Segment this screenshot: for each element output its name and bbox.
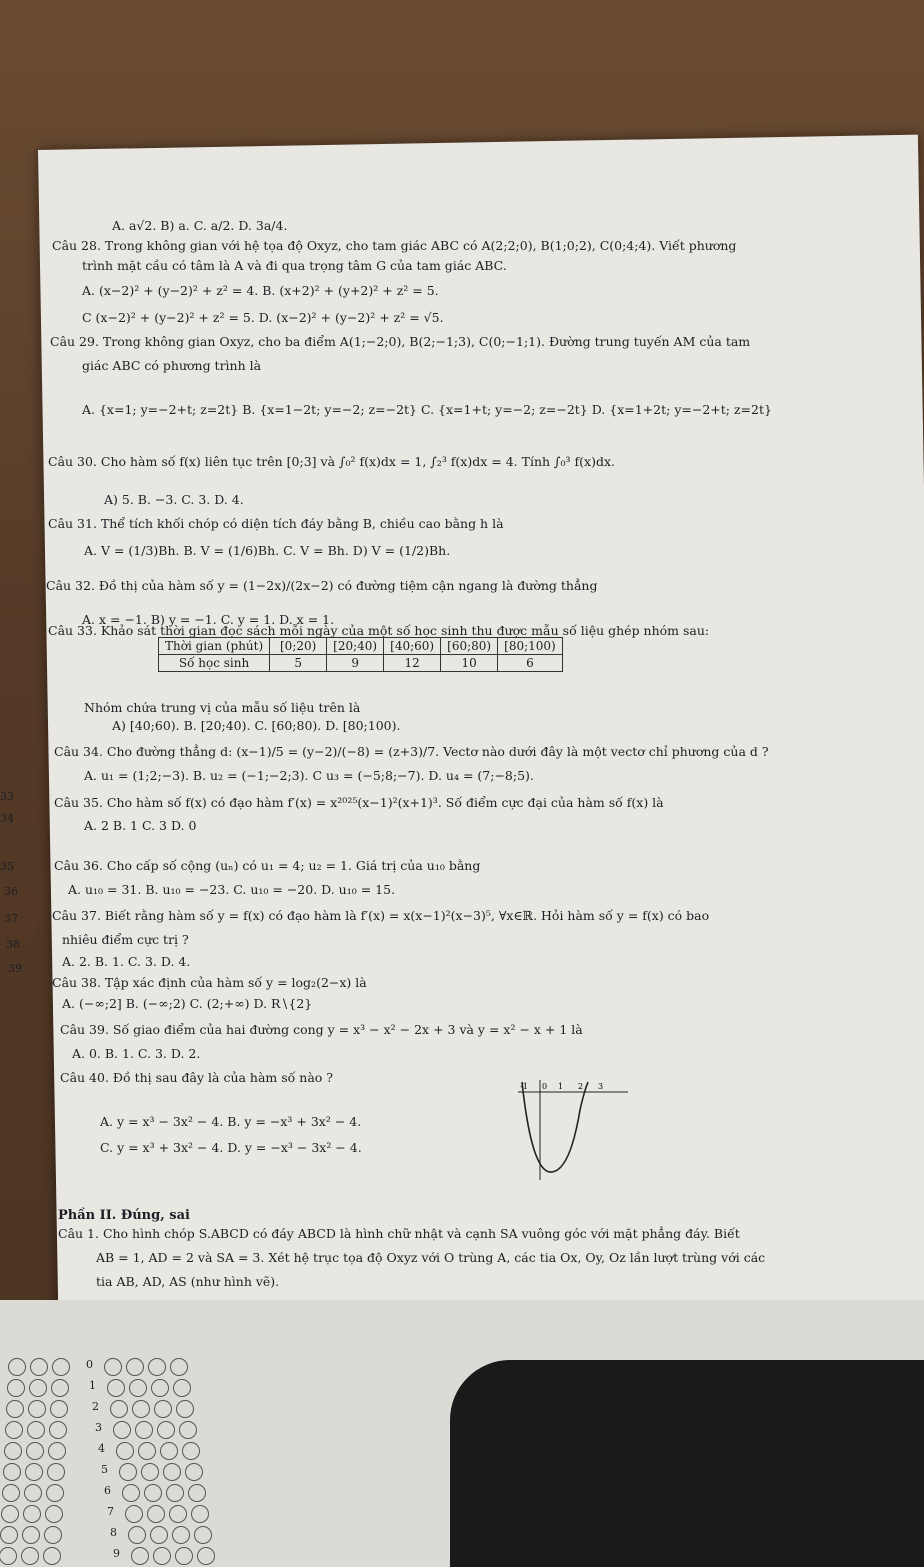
answer-bubble[interactable]: [104, 1358, 122, 1376]
table-cell: [0;20): [270, 638, 327, 655]
q40-options-ab: A. y = x³ − 3x² − 4. B. y = −x³ + 3x² − 4.: [100, 1114, 362, 1129]
answer-bubble[interactable]: [122, 1484, 140, 1502]
answer-bubble[interactable]: [52, 1358, 70, 1376]
q32-options: A. x = −1. B) y = −1. C. y = 1. D. x = 1.: [82, 612, 335, 627]
question-34: Câu 34. Cho đường thẳng d: (x−1)/5 = (y−2)/(−8) = (z+3)/7. Vectơ nào dưới đây là một vectơ chỉ phương của d ?: [54, 744, 769, 759]
answer-bubble[interactable]: [21, 1547, 39, 1565]
answer-bubble[interactable]: [22, 1526, 40, 1544]
table-cell: 5: [270, 655, 327, 672]
q29-options: A. {x=1; y=−2+t; z=2t} B. {x=1−2t; y=−2; z=−2t} C. {x=1+t; y=−2; z=−2t} D. {x=1+2t; y=−2+t; z=2t}: [82, 402, 772, 417]
margin-number: 37: [4, 912, 18, 925]
question-33: Câu 33. Khảo sát thời gian đọc sách mỗi ngày của một số học sinh thu được mẫu số liệu ghép nhóm sau:: [48, 623, 710, 638]
margin-number: 36: [4, 885, 18, 898]
part2-question-1-cont: AB = 1, AD = 2 và SA = 3. Xét hệ trục tọa độ Oxyz với O trùng A, các tia Ox, Oy, Oz lần lượt trùng với các: [96, 1250, 766, 1265]
question-40: Câu 40. Đồ thị sau đây là của hàm số nào ?: [60, 1070, 333, 1085]
tick-label: 2: [578, 1082, 584, 1091]
answer-bubble[interactable]: [7, 1379, 25, 1397]
answer-bubble[interactable]: [179, 1421, 197, 1439]
answer-bubble[interactable]: [0, 1526, 18, 1544]
answer-bubble[interactable]: [170, 1358, 188, 1376]
answer-options-prev: A. a√2. B) a. C. a/2. D. 3a/4.: [112, 218, 288, 233]
question-28-cont: trình mặt cầu có tâm là A và đi qua trọng tâm G của tam giác ABC.: [82, 258, 507, 273]
question-33-cont: Nhóm chứa trung vị của mẫu số liệu trên là: [84, 700, 361, 715]
table-cell: 6: [498, 655, 563, 672]
part2-question-1: Câu 1. Cho hình chóp S.ABCD có đáy ABCD là hình chữ nhật và cạnh SA vuông góc với mặt phẳng đáy. Biết: [58, 1226, 740, 1241]
answer-bubble[interactable]: [27, 1421, 45, 1439]
answer-bubble[interactable]: [148, 1358, 166, 1376]
question-29-cont: giác ABC có phương trình là: [82, 358, 262, 373]
question-37-cont: nhiêu điểm cực trị ?: [62, 932, 189, 947]
question-30: Câu 30. Cho hàm số f(x) liên tục trên [0;3] và ∫₀² f(x)dx = 1, ∫₂³ f(x)dx = 4. Tính ∫₀³ f(x)dx.: [48, 454, 615, 469]
question-36: Câu 36. Cho cấp số cộng (uₙ) có u₁ = 4; u₂ = 1. Giá trị của u₁₀ bằng: [54, 858, 481, 873]
bubble-digit-label: 8: [110, 1526, 117, 1539]
q35-options: A. 2 B. 1 C. 3 D. 0: [84, 818, 197, 833]
answer-bubble[interactable]: [132, 1400, 150, 1418]
table-cell: [20;40): [327, 638, 384, 655]
margin-number: 35: [0, 860, 14, 873]
answer-bubble[interactable]: [131, 1547, 149, 1565]
answer-bubble[interactable]: [44, 1526, 62, 1544]
answer-bubble[interactable]: [25, 1463, 43, 1481]
bubble-digit-label: 2: [92, 1400, 99, 1413]
answer-bubble[interactable]: [163, 1463, 181, 1481]
question-29: Câu 29. Trong không gian Oxyz, cho ba điểm A(1;−2;0), B(2;−1;3), C(0;−1;1). Đường trung tuyến AM của tam: [50, 334, 751, 349]
answer-bubble[interactable]: [30, 1358, 48, 1376]
answer-bubble[interactable]: [46, 1484, 64, 1502]
question-37: Câu 37. Biết rằng hàm số y = f(x) có đạo hàm là f′(x) = x(x−1)²(x−3)⁵, ∀x∈ℝ. Hỏi hàm số y = f(x) có bao: [52, 908, 710, 923]
answer-bubble[interactable]: [51, 1379, 69, 1397]
section-title: Phần II. Đúng, sai: [58, 1208, 190, 1223]
answer-bubble[interactable]: [197, 1547, 215, 1565]
answer-bubble[interactable]: [110, 1400, 128, 1418]
answer-bubble[interactable]: [119, 1463, 137, 1481]
q31-options: A. V = (1/3)Bh. B. V = (1/6)Bh. C. V = Bh. D) V = (1/2)Bh.: [84, 543, 451, 558]
bubble-digit-label: 9: [113, 1547, 120, 1560]
margin-number: 38: [6, 938, 20, 951]
answer-bubble[interactable]: [175, 1547, 193, 1565]
bubble-digit-label: 7: [107, 1505, 114, 1518]
answer-bubble[interactable]: [107, 1379, 125, 1397]
q28-options-ab: A. (x−2)² + (y−2)² + z² = 4. B. (x+2)² + (y+2)² + z² = 5.: [82, 283, 439, 298]
part2-question-1-cont2: tia AB, AD, AS (như hình vẽ).: [96, 1274, 280, 1289]
table-header-label: Thời gian (phút): [159, 638, 270, 655]
tick-label: 0: [542, 1082, 548, 1091]
table-cell: 9: [327, 655, 384, 672]
question-31: Câu 31. Thể tích khối chóp có diện tích đáy bằng B, chiều cao bằng h là: [48, 516, 504, 531]
bubble-digit-label: 6: [104, 1484, 111, 1497]
table-cell: 12: [384, 655, 441, 672]
bubble-digit-label: 1: [89, 1379, 96, 1392]
answer-bubble[interactable]: [6, 1400, 24, 1418]
answer-bubble[interactable]: [173, 1379, 191, 1397]
margin-number: 34: [0, 812, 14, 825]
answer-bubble[interactable]: [166, 1484, 184, 1502]
answer-bubble[interactable]: [49, 1421, 67, 1439]
shadow-area: [450, 1360, 924, 1567]
q40-options-cd: C. y = x³ + 3x² − 4. D. y = −x³ − 3x² − 4.: [100, 1140, 362, 1155]
q38-options: A. (−∞;2] B. (−∞;2) C. (2;+∞) D. R∖{2}: [62, 996, 313, 1011]
answer-bubble[interactable]: [4, 1442, 22, 1460]
answer-bubble[interactable]: [182, 1442, 200, 1460]
answer-bubble[interactable]: [157, 1421, 175, 1439]
answer-bubble[interactable]: [8, 1358, 26, 1376]
answer-bubble[interactable]: [141, 1463, 159, 1481]
answer-bubble[interactable]: [144, 1484, 162, 1502]
table-cell: [60;80): [441, 638, 498, 655]
bubble-digit-label: 0: [86, 1358, 93, 1371]
table-row: [159, 655, 563, 672]
bubble-digit-label: 3: [95, 1421, 102, 1434]
tick-label: 1: [558, 1082, 564, 1091]
question-38: Câu 38. Tập xác định của hàm số y = log₂(2−x) là: [52, 975, 367, 990]
answer-bubble[interactable]: [154, 1400, 172, 1418]
answer-bubble[interactable]: [147, 1505, 165, 1523]
answer-bubble[interactable]: [3, 1463, 21, 1481]
question-32: Câu 32. Đồ thị của hàm số y = (1−2x)/(2x−2) có đường tiệm cận ngang là đường thẳng: [46, 578, 598, 593]
answer-bubble[interactable]: [47, 1463, 65, 1481]
answer-bubble[interactable]: [43, 1547, 61, 1565]
question-39: Câu 39. Số giao điểm của hai đường cong y = x³ − x² − 2x + 3 và y = x² − x + 1 là: [60, 1022, 583, 1037]
q36-options: A. u₁₀ = 31. B. u₁₀ = −23. C. u₁₀ = −20. D. u₁₀ = 15.: [68, 882, 396, 897]
data-table: [158, 637, 563, 672]
answer-bubble[interactable]: [172, 1526, 190, 1544]
margin-number: 33: [0, 790, 14, 803]
answer-bubble[interactable]: [45, 1505, 63, 1523]
table-cell: [80;100): [498, 638, 563, 655]
answer-bubble[interactable]: [29, 1379, 47, 1397]
answer-bubble[interactable]: [185, 1463, 203, 1481]
table-cell: [40;60): [384, 638, 441, 655]
answer-bubble[interactable]: [50, 1400, 68, 1418]
answer-bubble[interactable]: [126, 1358, 144, 1376]
answer-bubble[interactable]: [169, 1505, 187, 1523]
q39-options: A. 0. B. 1. C. 3. D. 2.: [72, 1046, 201, 1061]
answer-bubble[interactable]: [23, 1505, 41, 1523]
q28-options-cd: C (x−2)² + (y−2)² + z² = 5. D. (x−2)² + (y−2)² + z² = √5.: [82, 310, 444, 325]
question-35: Câu 35. Cho hàm số f(x) có đạo hàm f′(x) = x²⁰²⁵(x−1)²(x+1)³. Số điểm cực đại của hàm số f(x) là: [54, 795, 664, 810]
answer-bubble[interactable]: [1, 1505, 19, 1523]
answer-bubble[interactable]: [28, 1400, 46, 1418]
answer-bubble[interactable]: [153, 1547, 171, 1565]
table-cell: 10: [441, 655, 498, 672]
answer-bubble[interactable]: [194, 1526, 212, 1544]
margin-number: 39: [8, 962, 22, 975]
answer-bubble[interactable]: [160, 1442, 178, 1460]
answer-bubble[interactable]: [116, 1442, 134, 1460]
answer-bubble[interactable]: [125, 1505, 143, 1523]
q30-options: A) 5. B. −3. C. 3. D. 4.: [104, 492, 244, 507]
answer-bubble[interactable]: [113, 1421, 131, 1439]
cubic-graph: [518, 1080, 628, 1180]
question-28: Câu 28. Trong không gian với hệ tọa độ Oxyz, cho tam giác ABC có A(2;2;0), B(1;0;2), C(0;4;4). Viết phương: [52, 238, 737, 253]
answer-bubble[interactable]: [138, 1442, 156, 1460]
answer-bubble[interactable]: [48, 1442, 66, 1460]
answer-bubble[interactable]: [128, 1526, 146, 1544]
answer-bubble[interactable]: [150, 1526, 168, 1544]
q37-options: A. 2. B. 1. C. 3. D. 4.: [62, 954, 191, 969]
table-header-row: [159, 638, 563, 655]
table-row-label: Số học sinh: [159, 655, 270, 672]
bubble-digit-label: 5: [101, 1463, 108, 1476]
answer-bubble[interactable]: [176, 1400, 194, 1418]
answer-bubble[interactable]: [129, 1379, 147, 1397]
answer-bubble[interactable]: [151, 1379, 169, 1397]
bubble-digit-label: 4: [98, 1442, 105, 1455]
answer-bubble[interactable]: [2, 1484, 20, 1502]
tick-label: -1: [520, 1082, 528, 1091]
q34-options: A. u₁ = (1;2;−3). B. u₂ = (−1;−2;3). C u₃ = (−5;8;−7). D. u₄ = (7;−8;5).: [84, 768, 534, 783]
answer-bubble[interactable]: [5, 1421, 23, 1439]
answer-bubble[interactable]: [26, 1442, 44, 1460]
answer-bubble[interactable]: [188, 1484, 206, 1502]
graph-curve: [522, 1082, 588, 1172]
answer-bubble[interactable]: [191, 1505, 209, 1523]
q33-options: A) [40;60). B. [20;40). C. [60;80). D. [80;100).: [112, 718, 401, 733]
answer-bubble[interactable]: [135, 1421, 153, 1439]
tick-label: 3: [598, 1082, 604, 1091]
answer-bubble[interactable]: [24, 1484, 42, 1502]
